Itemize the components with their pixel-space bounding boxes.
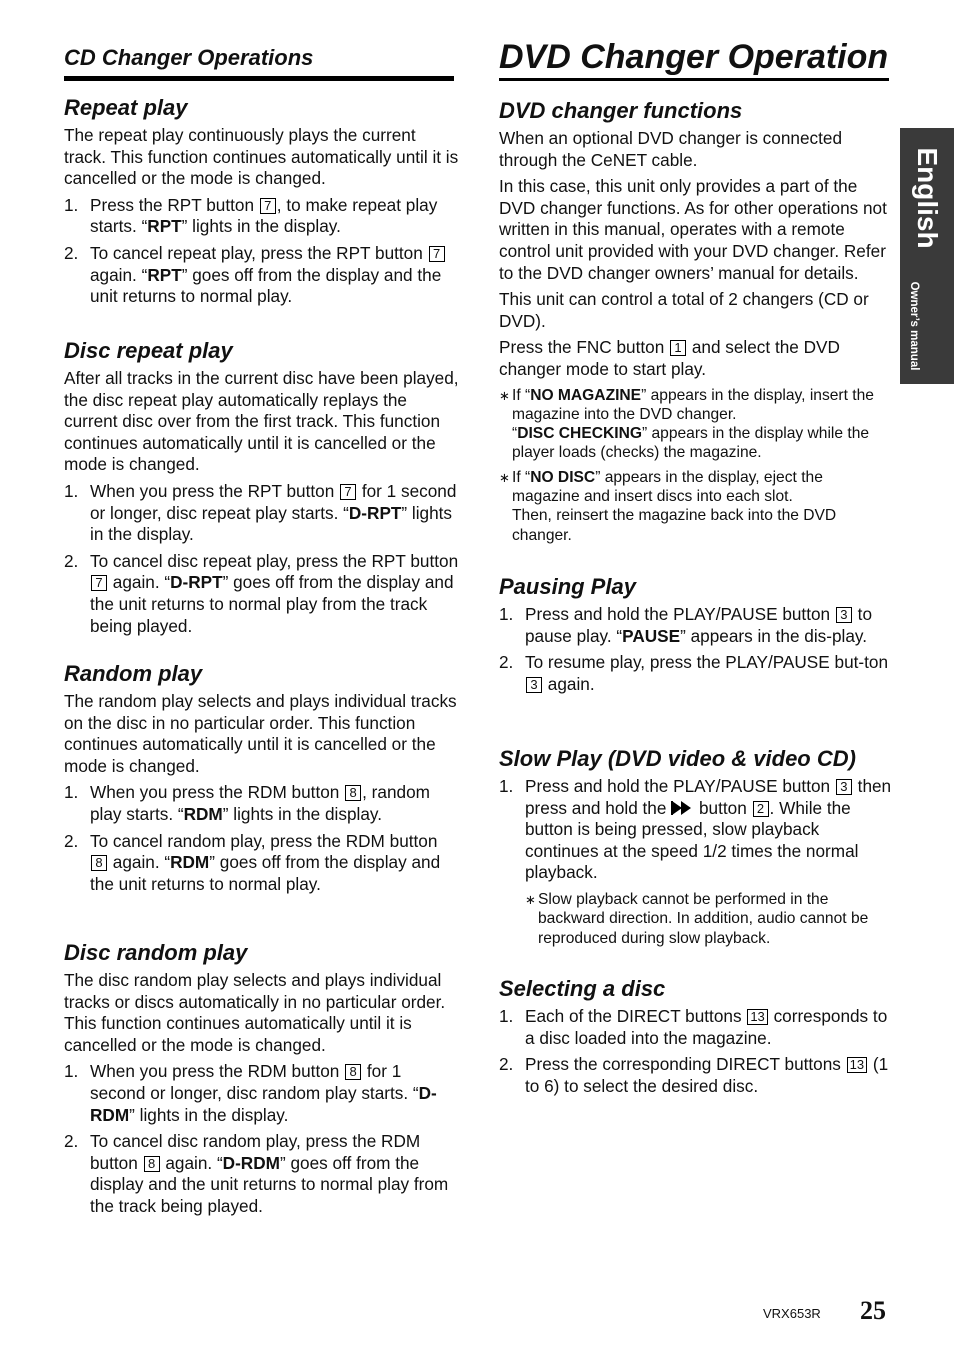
list-item: 2. To cancel repeat play, press the RPT button 7 again. “RPT” goes off from the display and the unit returns to normal play. [64, 243, 459, 308]
button-key-icon: 8 [91, 855, 107, 871]
page-number: 25 [860, 1296, 886, 1325]
dvd-p2: In this case, this unit only provides a part of the DVD changer functions. As for other operations not written in this manual, operates with a remote control unit provided with your DVD changer. Refer to the DVD changer owners’ manual for details. [499, 176, 887, 283]
disc-random-steps [64, 1061, 459, 1217]
button-key-icon: 1 [670, 340, 686, 356]
section-dvd-changer-functions [499, 97, 894, 550]
selecting-steps [499, 1006, 894, 1097]
disc-repeat-intro: After all tracks in the current disc have been played, the disc repeat play automatically replays the current disc over from the first track. This function continues automatically until it is cancelled or the mode is changed. [64, 368, 459, 475]
button-key-icon: 3 [836, 607, 852, 623]
heading-slow-play: Slow Play (DVD video & video CD) [499, 746, 856, 771]
note-no-magazine: ∗ If “NO MAGAZINE” appears in the display, insert the magazine into the DVD changer. “DISC CHECKING” appears in the display while the player loads (checks) the magazine. [499, 386, 874, 462]
dvd-p1: When an optional DVD changer is connected through the CeNET cable. [499, 128, 843, 170]
section-disc-random-play [64, 939, 459, 1223]
button-key-icon: 3 [526, 677, 542, 693]
asterisk-icon: ∗ [499, 469, 510, 485]
asterisk-icon: ∗ [499, 387, 510, 403]
list-item: 2. Press the corresponding DIRECT buttons 13 (1 to 6) to select the desired disc. [499, 1054, 889, 1096]
language-label: English [912, 147, 943, 249]
button-key-icon: 7 [91, 575, 107, 591]
section-slow-play [499, 745, 894, 953]
language-side-tab [900, 128, 954, 384]
heading-repeat-play: Repeat play [64, 95, 188, 120]
note-slow-playback: ∗ Slow playback cannot be performed in the backward direction. In addition, audio cannot be reproduced during slow playback. [525, 890, 869, 947]
button-key-icon: 13 [847, 1057, 867, 1073]
list-item: 2. To cancel disc random play, press the RDM button 8 again. “D-RDM” goes off from the display and the unit returns to normal play from the track being played. [64, 1131, 449, 1216]
section-header-cd-changer: CD Changer Operations [64, 44, 454, 81]
list-item: 2. To cancel disc repeat play, press the RPT button 7 again. “D-RPT” goes off from the display and the unit returns to normal play from the track being played. [64, 550, 459, 636]
random-steps [64, 782, 459, 895]
disc-repeat-steps [64, 481, 459, 637]
heading-selecting-disc: Selecting a disc [499, 976, 666, 1001]
section-pausing-play [499, 573, 894, 700]
heading-disc-random-play: Disc random play [64, 940, 248, 965]
list-item: 1. Press the RPT button 7 , to make repeat play starts. “RPT” lights in the display. [64, 194, 438, 237]
button-key-icon: 3 [836, 779, 852, 795]
repeat-steps [64, 195, 459, 308]
heading-random-play: Random play [64, 661, 203, 686]
section-repeat-play [64, 94, 459, 313]
section-selecting-disc [499, 975, 894, 1102]
note-no-disc: ∗ If “NO DISC” appears in the display, eject the magazine and insert discs into each slot. Then, reinsert the magazine back into the DVD changer. [499, 468, 837, 544]
button-key-icon: 7 [340, 484, 356, 500]
owners-manual-label: Owner’s manual [908, 281, 920, 371]
button-key-icon: 2 [753, 801, 769, 817]
page-title: DVD Changer Operation [499, 36, 889, 81]
slow-steps [499, 776, 894, 948]
random-intro: The random play selects and plays individual tracks on the disc in no particular order. This function continues automatically until it is cancelled or the mode is changed. [64, 691, 457, 776]
heading-pausing-play: Pausing Play [499, 574, 636, 599]
list-item: 1. Press and hold the PLAY/PAUSE button 3 to pause play. “PAUSE” appears in the dis-play. [499, 604, 872, 646]
button-key-icon: 13 [747, 1009, 767, 1025]
button-key-icon: 8 [345, 1064, 361, 1080]
fast-forward-icon [671, 798, 694, 818]
heading-disc-repeat-play: Disc repeat play [64, 338, 233, 363]
section-random-play [64, 660, 459, 900]
pausing-steps [499, 604, 894, 695]
list-item: 1. When you press the RDM button 8 , random play starts. “RDM” lights in the display. [64, 782, 430, 824]
button-key-icon: 7 [260, 198, 276, 214]
dvd-p3: This unit can control a total of 2 changers (CD or DVD). [499, 289, 869, 331]
disc-random-intro: The disc random play selects and plays individual tracks or discs automatically in no particular order. This function continues automatically until it is cancelled or the mode is changed. [64, 970, 446, 1055]
button-key-icon: 8 [345, 785, 361, 801]
list-item: 2. To resume play, press the PLAY/PAUSE but-ton 3 again. [499, 652, 889, 694]
button-key-icon: 8 [144, 1156, 160, 1172]
button-key-icon: 7 [429, 246, 445, 262]
list-item: 1. When you press the RPT button 7 for 1 second or longer, disc repeat play starts. “D-RPT” lights in the display. [64, 480, 457, 545]
list-item: 1. When you press the RDM button 8 for 1 second or longer, disc random play starts. “D-RDM” lights in the display. [64, 1061, 437, 1125]
model-number: VRX653R [763, 1306, 821, 1321]
repeat-intro: The repeat play continuously plays the current track. This function continues automatically until it is cancelled or the mode is changed. [64, 125, 459, 189]
list-item: 1. Each of the DIRECT buttons 13 corresponds to a disc loaded into the magazine. [499, 1006, 888, 1048]
asterisk-icon: ∗ [525, 891, 536, 907]
heading-dvd-changer-functions: DVD changer functions [499, 98, 743, 123]
list-item: 2. To cancel random play, press the RDM button 8 again. “RDM” goes off from the display and the unit returns to normal play. [64, 830, 441, 894]
dvd-p4: Press the FNC button 1 and select the DVD changer mode to start play. [499, 337, 840, 379]
list-item: 1. Press and hold the PLAY/PAUSE button 3 then press and hold the button 2 . While the button is being pressed, slow playback continues at the speed 1/2 times the normal playback. ∗ Slow playback cannot be performed in the backward direction. In addition, audio cannot be reproduced during slow playback. [499, 776, 894, 948]
section-disc-repeat-play [64, 337, 459, 642]
